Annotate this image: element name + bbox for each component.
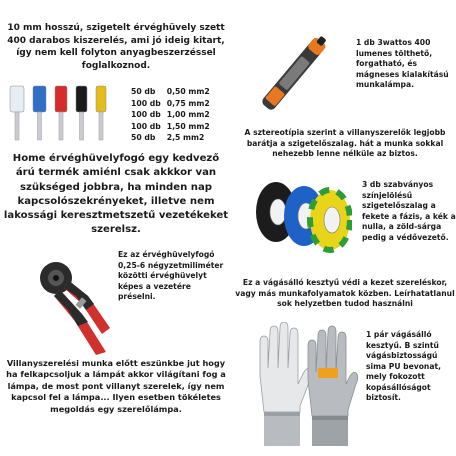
ferrule-spec-row [131,132,210,144]
ferrule-item [76,86,87,140]
ferrule-spec-size: 0,75 mm2 [166,98,210,108]
ferrule-spec-size: 2,5 mm2 [166,133,205,143]
gloves-intro-text: Ez a vágásálló kesztyű védi a kezet szereléskor, vagy más munkafolyamatok közben. Leírhatatlanul sok helyzetben tudod használni [235,278,455,308]
ferrule-spec-qty: 50 db [131,87,156,96]
ferrule-spec-qty: 100 db [131,98,161,108]
crimper-text: Home érvéghüvelyfogó egy kedvező árú termék amiénl csak akkkor van szükséged jobbra, ha minden nap kapcsolószekrényeket, illetve nem lakossági keresztmetszetű vezetékeket szerelsz. [3,153,229,236]
ferrule-spec-size: 1,00 mm2 [166,110,210,120]
ferrule-spec-qty: 100 db [131,110,161,120]
lamp-text: Villanyszerelési munka előtt eszünkbe jut hogy ha felkapcsoljuk a lámpát akkor világítani fog a lámpa, de most pont villanyt szerelek, így nem kapcsol fel a lámpa... Ilyen esetben tökéletes megoldás egy szerelőlámpa. [6,358,226,414]
cut-resistant-gloves-image [252,322,360,448]
intro-text: 10 mm hosszú, szigetelt érvéghüvely szett 400 darabos kiszerelés, ami jó ideig kitart, így nem kell folyton anyagbeszerzéssel foglalkoznod. [7,23,225,71]
crimper-caption: Ez az érvéghüvelyfogó 0,25-6 négyzetmiliméter közötti érvéghüvelyt képes a vezetére préselni. [118,250,224,301]
ferrule-item [55,86,67,140]
ferrule-spec-size: 0,50 mm2 [166,87,210,96]
insulating-tape-image [254,176,352,256]
ferrule-item [10,86,24,140]
flashlight-image [246,24,346,120]
ferrule-item [33,86,46,140]
tape-intro-text: A sztereotípia szerint a villanyszerelők legjobb barátja a szigetelőszalag. hát a munka sokkal nehezebb lenne nélküle az biztos. [244,128,446,158]
ferrule-spec-row [131,121,210,133]
ferrule-spec-qty: 50 db [131,133,156,143]
ferrule-spec-qty: 100 db [131,121,161,131]
tape-roll [310,190,350,250]
ferrule-set-image [6,82,124,144]
ferrule-spec-row [131,86,210,98]
ferrule-item [96,86,106,140]
flashlight-text: 1 db 3wattos 400 lumenes tölthető, forgatható, és mágneses kialakítású munkalámpa. [356,38,449,89]
ferrule-spec-row [131,109,210,121]
ferrule-spec-table [131,86,210,144]
ferrule-spec-size: 1,50 mm2 [166,121,210,131]
tape-text: 3 db szabványos színjelölésű szigetelőszalag a fekete a fázis, a kék a nulla, a zöld-sárga pedig a védővezető. [362,180,456,242]
gloves-text: 1 pár vágásálló kesztyű. B szintű vágásbiztosságú sima PU bevonat, mely fokozott kopásállóságot biztosít. [366,330,441,402]
crimper-image [30,256,112,356]
ferrule-spec-row [131,98,210,110]
